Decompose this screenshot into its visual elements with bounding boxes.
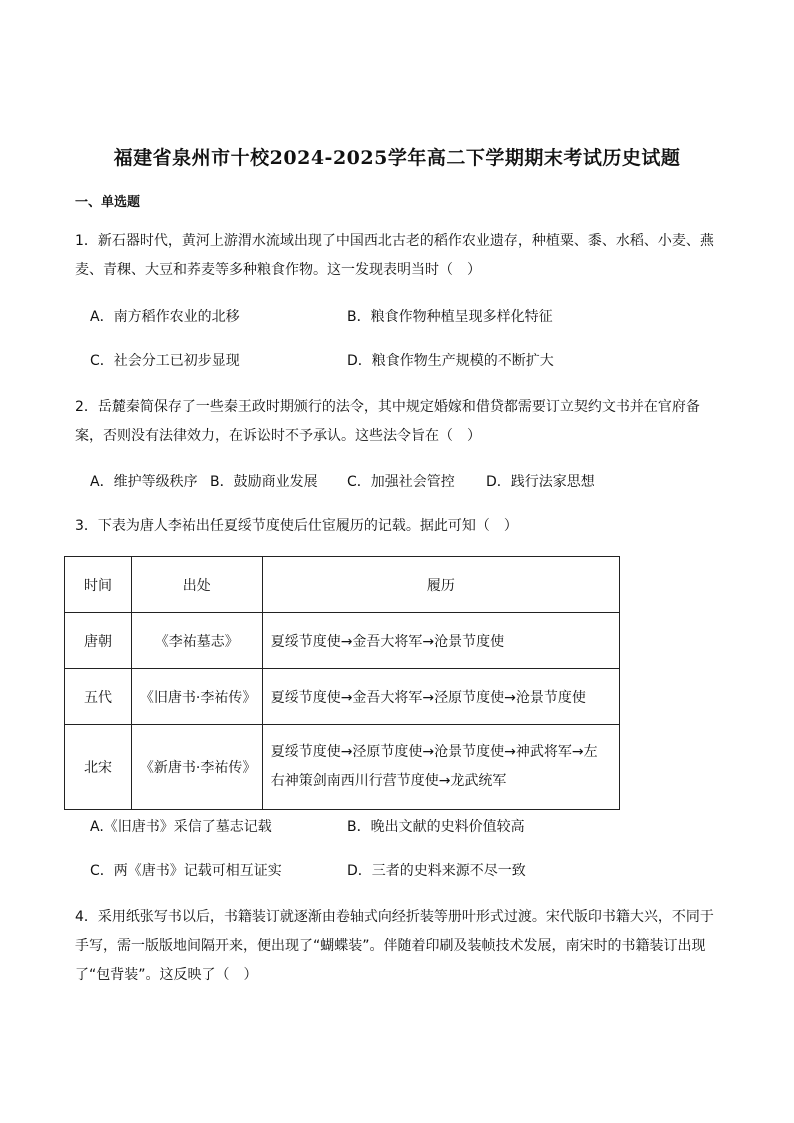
question-2-text: 2．岳麓秦简保存了一些秦王政时期颁行的法令，其中规定婚嫁和借贷都需要订立契约文书并在官府备案，否则没有法律效力，在诉讼时不予承认。这些法令旨在（ ） [75,399,700,444]
table-header-cell: 时间 [65,557,132,613]
q3-option-b[interactable]: B．晚出文献的史料价值较高 [347,819,525,835]
table-cell: 夏绥节度使→金吾大将军→泾原节度使→沧景节度使 [262,669,619,725]
q1-option-a[interactable]: A．南方稻作农业的北移 [90,309,240,325]
section-heading: 一、单选题 [75,195,141,210]
table-cell: 《新唐书·李祐传》 [131,725,262,810]
q2-option-c[interactable]: C．加强社会管控 [347,474,455,490]
table-header-cell: 履历 [262,557,619,613]
table-cell: 《李祐墓志》 [131,613,262,669]
table-cell: 夏绥节度使→金吾大将军→沧景节度使 [262,613,619,669]
table-header-row [65,557,620,613]
table-cell: 夏绥节度使→泾原节度使→沧景节度使→神武将军→左右神策剑南西川行营节度使→龙武统军 [262,725,619,810]
table-cell: 《旧唐书·李祐传》 [131,669,262,725]
history-table [64,556,620,810]
q3-option-a[interactable]: A.《旧唐书》采信了墓志记载 [90,819,272,835]
q2-option-b[interactable]: B．鼓励商业发展 [210,474,318,490]
table-cell: 五代 [65,669,132,725]
table-cell: 唐朝 [65,613,132,669]
page-title: 福建省泉州市十校2024-2025学年高二下学期期末考试历史试题 [113,147,681,169]
q3-option-d[interactable]: D．三者的史料来源不尽一致 [347,863,526,879]
question-1-text: 1．新石器时代，黄河上游渭水流域出现了中国西北古老的稻作农业遗存，种植粟、黍、水稻、小麦、燕麦、青稞、大豆和荞麦等多种粮食作物。这一发现表明当时（ ） [75,233,714,278]
question-4-text: 4．采用纸张写书以后，书籍装订就逐渐由卷轴式向经折装等册叶形式过渡。宋代版印书籍大兴，不同于手写，需一版版地间隔开来，便出现了“蝴蝶装”。伴随着印刷及装帧技术发展，南宋时的书籍装订出现了“包背装”。这反映了（ ） [75,909,714,983]
table-header-cell: 出处 [131,557,262,613]
q2-option-a[interactable]: A．维护等级秩序 [90,474,198,490]
q3-option-c[interactable]: C．两《唐书》记载可相互证实 [90,863,282,879]
table-row [65,725,620,810]
table-cell: 北宋 [65,725,132,810]
table-row [65,669,620,725]
q1-option-d[interactable]: D．粮食作物生产规模的不断扩大 [347,353,554,369]
q1-option-b[interactable]: B．粮食作物种植呈现多样化特征 [347,309,553,325]
q1-option-c[interactable]: C．社会分工已初步显现 [90,353,240,369]
q2-option-d[interactable]: D．践行法家思想 [486,474,595,490]
question-3-text: 3．下表为唐人李祐出任夏绥节度使后仕宦履历的记载。据此可知（ ） [75,518,518,534]
table-row [65,613,620,669]
